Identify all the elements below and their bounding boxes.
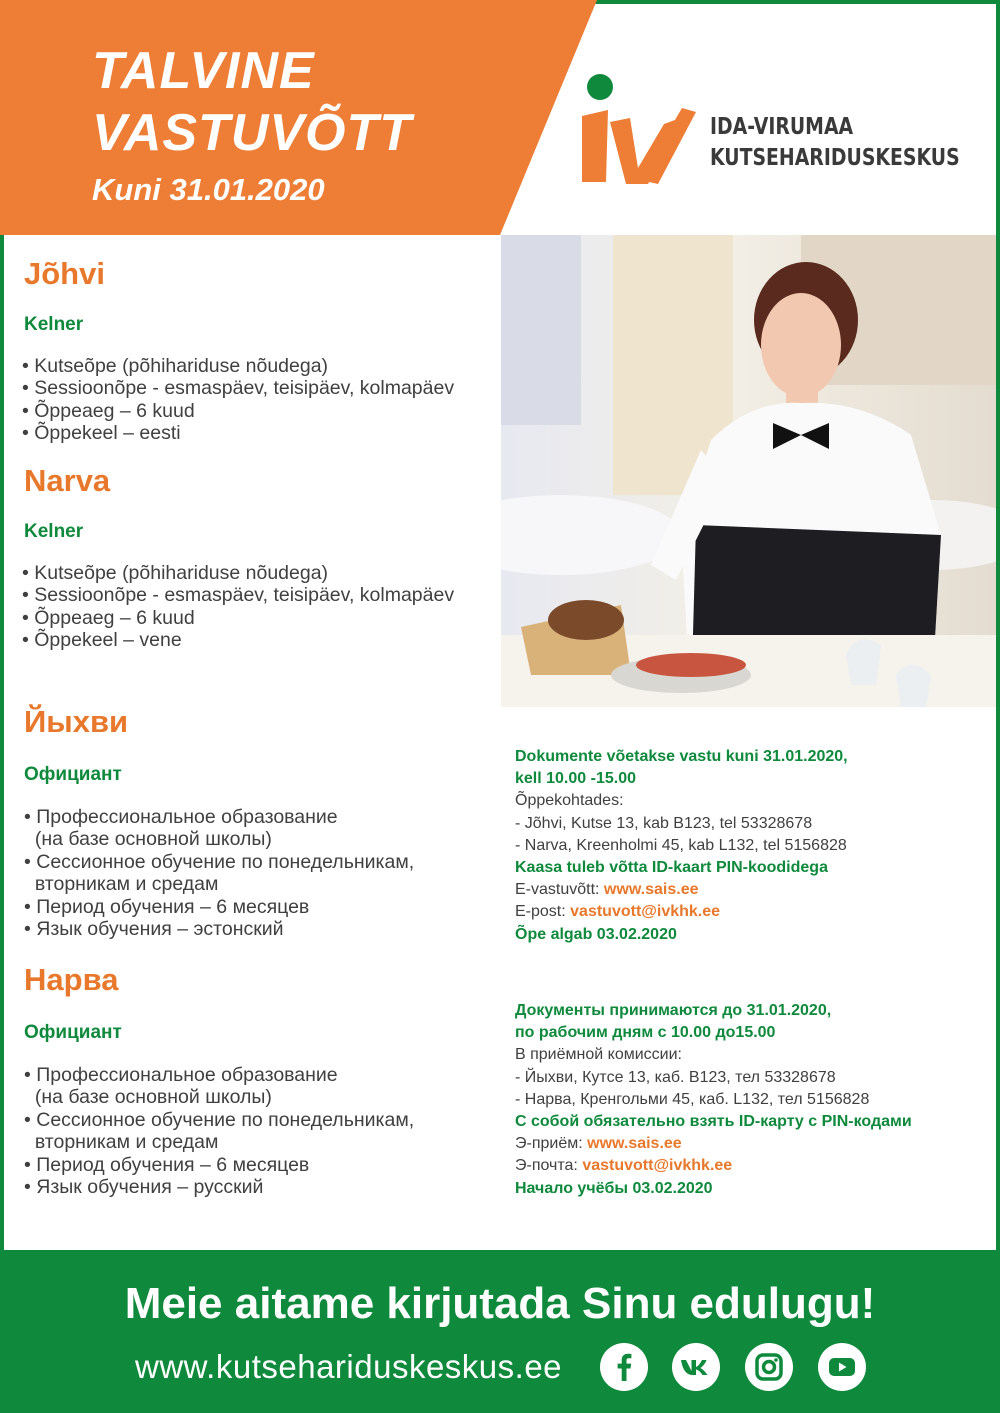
reception-row — [515, 1133, 912, 1155]
info-line: Õppekohtades: — [515, 792, 624, 810]
email-row — [515, 901, 848, 923]
list-item: • Сессионное обучение по понедельникам, — [24, 851, 414, 873]
city-heading-narva: Narva — [24, 463, 111, 498]
list-item: (на базе основной школы) — [34, 828, 272, 851]
list-item: вторникам и средам — [34, 873, 219, 896]
list-item: (на базе основной школы) — [34, 1086, 272, 1109]
slogan: Meie aitame kirjutada Sinu edulugu! — [124, 1279, 876, 1328]
vk-icon[interactable] — [672, 1343, 720, 1391]
list-item: вторникам и средам — [34, 1131, 219, 1154]
list-item: • Kutseõpe (põhihariduse nõudega) — [22, 355, 454, 377]
email-link[interactable]: vastuvott@ivkhk.ee — [582, 1157, 733, 1175]
job-title-johvi-ru: Официант — [24, 764, 122, 785]
list-item: • Sessioonõpe - esmaspäev, teisipäev, kolmapäev — [22, 584, 454, 606]
details-list-johvi — [22, 355, 454, 445]
banner-title — [92, 40, 412, 210]
city-heading-johvi-ru: Йыхви — [24, 704, 129, 739]
info-line: по рабочим дням с 10.00 до15.00 — [515, 1024, 776, 1042]
deadline: Kuni 31.01.2020 — [92, 172, 325, 207]
start-date: Õpe algab 03.02.2020 — [515, 925, 677, 943]
job-title-johvi: Kelner — [24, 314, 84, 335]
info-block-et — [515, 746, 848, 946]
facebook-icon[interactable] — [600, 1343, 648, 1391]
email-row — [515, 1155, 912, 1177]
reception-link[interactable]: www.sais.ee — [603, 881, 699, 899]
details-list-narva-ru — [24, 1064, 414, 1198]
job-title-narva: Kelner — [24, 521, 84, 542]
info-line: - Narva, Kreenholmi 45, kab L132, tel 5156828 — [515, 836, 847, 854]
start-date: Начало учёбы 03.02.2020 — [515, 1179, 713, 1197]
list-item: • Сессионное обучение по понедельникам, — [24, 1109, 414, 1131]
info-line: - Йыхви, Кутсе 13, каб. B123, тел 53328678 — [515, 1068, 836, 1086]
info-line: - Jõhvi, Kutse 13, kab B123, tel 53328678 — [515, 814, 813, 832]
info-line: - Нарва, Кренгольми 45, каб. L132, тел 5156828 — [515, 1090, 870, 1108]
info-line: Документы принимаются до 31.01.2020, — [515, 1002, 832, 1019]
list-item: • Kutseõpe (põhihariduse nõudega) — [22, 562, 454, 584]
info-line: Kaasa tuleb võtta ID-kaart PIN-koodidega — [515, 859, 828, 877]
reception-row — [515, 879, 848, 901]
city-heading-johvi: Jõhvi — [24, 256, 105, 291]
list-item: • Язык обучения – русский — [24, 1176, 414, 1198]
list-item: • Профессиональное образование — [24, 1064, 414, 1086]
email-link[interactable]: vastuvott@ivkhk.ee — [570, 903, 721, 921]
info-line: Dokumente võetakse vastu kuni 31.01.2020, — [515, 748, 848, 765]
title-line1: TALVINE — [92, 42, 315, 100]
list-item: • Язык обучения – эстонский — [24, 918, 414, 940]
city-heading-narva-ru: Нарва — [24, 962, 119, 997]
list-item: • Õppeaeg – 6 kuud — [22, 400, 454, 422]
list-item: • Õppeaeg – 6 kuud — [22, 607, 454, 629]
info-line: С собой обязательно взять ID-карту с PIN-кодами — [515, 1113, 912, 1131]
email-label: E-post: — [515, 903, 571, 921]
list-item: • Период обучения – 6 месяцев — [24, 1154, 414, 1176]
details-list-narva — [22, 562, 454, 652]
details-list-johvi-ru — [24, 806, 414, 940]
list-item: • Sessioonõpe - esmaspäev, teisipäev, kolmapäev — [22, 377, 454, 399]
title-line2: VASTUVÕTT — [92, 104, 413, 162]
info-line: kell 10.00 -15.00 — [515, 770, 636, 788]
reception-link[interactable]: www.sais.ee — [587, 1135, 682, 1153]
reception-label: E-vastuvõtt: — [515, 881, 604, 899]
list-item: • Период обучения – 6 месяцев — [24, 896, 414, 918]
youtube-icon[interactable] — [818, 1343, 866, 1391]
info-line: В приёмной комиссии: — [515, 1046, 682, 1064]
org-line1: IDA-VIRUMAA — [710, 114, 854, 140]
list-item: • Õppekeel – eesti — [22, 422, 454, 444]
info-block-ru — [515, 1000, 912, 1200]
website-link[interactable]: www.kutsehariduskeskus.ee — [135, 1348, 563, 1385]
ivkhk-logo — [578, 72, 698, 188]
list-item: • Профессиональное образование — [24, 806, 414, 828]
waitress-photo — [501, 235, 996, 707]
org-line2: KUTSEHARIDUSKESKUS — [710, 145, 960, 171]
instagram-icon[interactable] — [745, 1343, 793, 1391]
list-item: • Õppekeel – vene — [22, 629, 454, 651]
reception-label: Э-приём: — [515, 1135, 588, 1153]
job-title-narva-ru: Официант — [24, 1022, 122, 1043]
email-label: Э-почта: — [515, 1157, 583, 1175]
org-name — [710, 112, 960, 174]
